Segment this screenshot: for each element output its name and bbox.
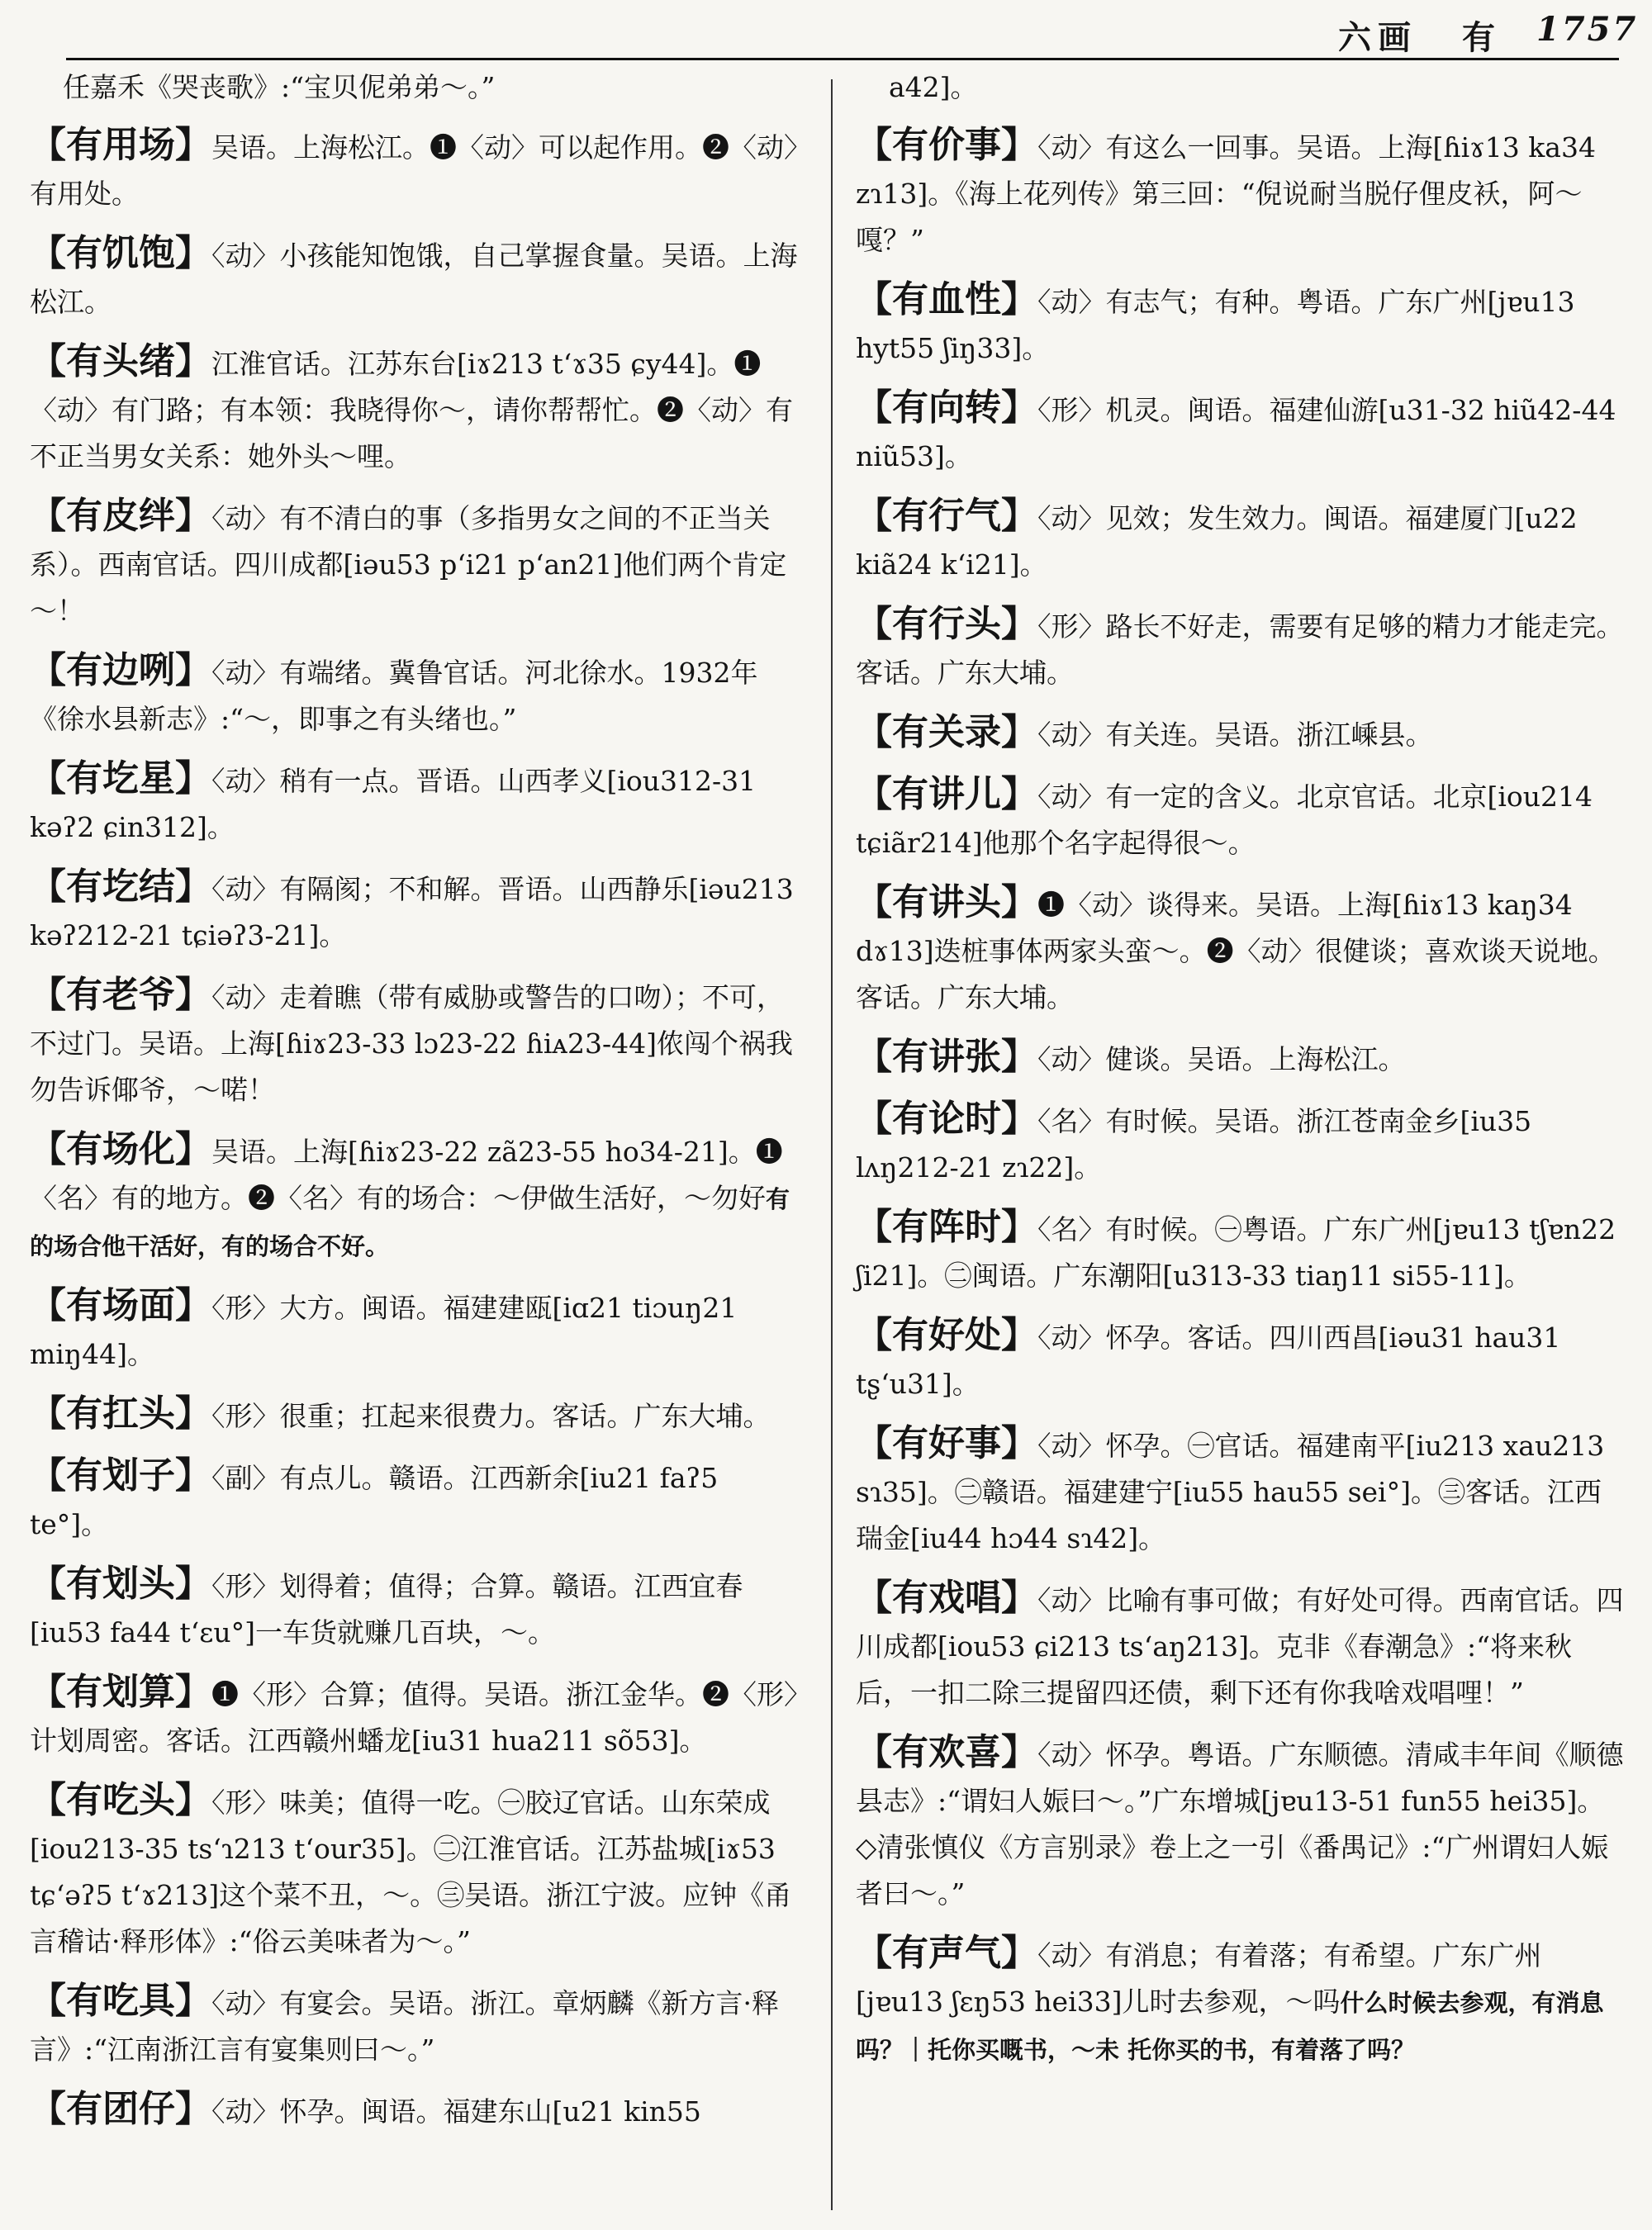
entry-definition: 〈动〉健谈。吴语。上海松江。 (1037, 1043, 1406, 1075)
column-divider (831, 79, 833, 2210)
dictionary-entry (30, 1978, 798, 2073)
entry-definition: 〈形〉机灵。闽语。福建仙游[u31-32 hiũ42-44 niũ53]。 (856, 394, 1616, 472)
entry-headword: 【 有戏唱 】 (856, 1577, 1037, 1619)
entry-headword: 【 有圪结 】 (30, 866, 211, 908)
entry-definition: 〈动〉有消息；有着落；有希望。广东广州[jɐu13 ʃɛŋ53 hei33]儿时去参观，～吗 (856, 1939, 1542, 2018)
header-rule (66, 58, 1619, 60)
entry-definition: 〈动〉小孩能知饱饿，自己掌握食量。吴语。上海松江。 (30, 240, 798, 318)
entry-definition: 〈动〉稍有一点。晋语。山西孝义[iou312-31 kəʔ2 ɕin312]。 (30, 765, 757, 843)
entry-headword: 【 有圪星 】 (30, 757, 211, 799)
right-column (856, 64, 1624, 2086)
dictionary-entry (30, 1669, 798, 1764)
entry-definition: 吴语。上海[ɦiɤ23-22 zã23-55 ho34-21]。❶〈名〉有的地方。❷〈名〉有的场合：～伊做生活好，～勿好 (30, 1136, 783, 1214)
entry-definition: 〈名〉有时候。㊀粤语。广东广州[jɐu13 tʃɐn22 ʃi21]。㊁闽语。广东潮阳[u313-33 tiaŋ11 si55-11]。 (856, 1213, 1616, 1292)
entry-definition: 〈动〉有这么一回事。吴语。上海[ɦiɤ13 ka34 zɿ13]。《海上花列传》第三回：“倪说耐当脱仔俚皮袄，阿～嘎？” (856, 131, 1596, 256)
dictionary-entry (856, 709, 1624, 758)
dictionary-entry (856, 601, 1624, 696)
header-section: 六画 (1338, 18, 1417, 57)
entry-headword: 【 有场面 】 (30, 1284, 211, 1326)
entry-definition: 吴语。上海松江。❶〈动〉可以起作用。❷〈动〉有用处。 (30, 131, 798, 210)
page-number: 1757 (1536, 10, 1639, 49)
page-header (0, 0, 1652, 58)
entry-headword: 【 有讲张 】 (856, 1036, 1037, 1078)
entry-headword: 【 有关录 】 (856, 711, 1037, 753)
entry-definition: 〈形〉很重；扛起来很费力。客话。广东大埔。 (211, 1400, 771, 1432)
entry-definition: ❶〈形〉合算；值得。吴语。浙江金华。❷〈形〉计划周密。客话。江西赣州蟠龙[iu31 hua211 sõ53]。 (30, 1678, 798, 1757)
dictionary-entry (856, 277, 1624, 372)
entry-headword: 【 有划头 】 (30, 1563, 211, 1605)
entry-definition: 〈动〉比喻有事可做；有好处可得。西南官话。四川成都[iou53 ɕi213 tsʻaŋ213]。克非《春潮急》:“将来秋后，一扣二除三提留四还债，剩下还有你我啥戏唱哩！” (856, 1584, 1624, 1709)
entry-definition: 〈形〉划得着；值得；合算。赣语。江西宜春[iu53 fa44 tʻɛu°]一车货就赚几百块，～。 (30, 1570, 743, 1649)
dictionary-entry (856, 880, 1624, 1021)
entry-definition: 江淮官话。江苏东台[iɤ213 tʻɤ35 ɕy44]。❶〈动〉有门路；有本领：我晓得你～，请你帮帮忙。❷〈动〉有不正当男女关系：她外头～哩。 (30, 348, 793, 472)
dictionary-entry (30, 230, 798, 325)
entry-headword: 【 有头绪 】 (30, 340, 211, 382)
entry-definition: 〈动〉怀孕。粤语。广东顺德。清咸丰年间《顺德县志》:“谓妇人娠曰～。”广东增城[jɐu13-51 fun55 hei35]。◇清张慎仪《方言别录》卷上之一引《番禺记》:“广州谓妇人娠者曰～。” (856, 1739, 1624, 1910)
entry-headword: 【 有好处 】 (856, 1314, 1037, 1356)
dictionary-entry (856, 1729, 1624, 1917)
dictionary-entry (30, 864, 798, 959)
dictionary-entry (30, 1127, 798, 1269)
dictionary-entry (856, 1204, 1624, 1299)
dictionary-entry (856, 1575, 1624, 1716)
dictionary-entry (30, 972, 798, 1113)
entry-definition: 〈副〉有点儿。赣语。江西新余[iu21 faʔ5 te°]。 (30, 1462, 719, 1540)
dictionary-entry (30, 339, 798, 480)
dictionary-entry (30, 493, 798, 634)
entry-headword: 【 有欢喜 】 (856, 1731, 1037, 1773)
dictionary-entry (30, 1561, 798, 1656)
entry-definition: 〈动〉有宴会。吴语。浙江。章炳麟《新方言·释言》:“江南浙江言有宴集则曰～。” (30, 1987, 779, 2066)
entry-headword: 【 有饥饱 】 (30, 232, 211, 274)
entry-headword: 【 有声气 】 (856, 1932, 1037, 1974)
dictionary-entry (30, 1777, 798, 1965)
header-character: 有 (1462, 18, 1495, 57)
dictionary-entry (30, 122, 798, 217)
entry-definition: 〈形〉路长不好走，需要有足够的精力才能走完。客话。广东大埔。 (856, 610, 1624, 689)
entry-headword: 【 有讲头 】 (856, 881, 1037, 923)
entry-definition: 〈动〉有志气；有种。粤语。广东广州[jɐu13 hyt55 ʃiŋ33]。 (856, 286, 1575, 364)
entry-headword: 【 有价事 】 (856, 124, 1037, 166)
dictionary-entry (856, 771, 1624, 866)
entry-headword: 【 有好事 】 (856, 1422, 1037, 1464)
dictionary-entry (30, 648, 798, 743)
entry-headword: 【 有老爷 】 (30, 974, 211, 1016)
entry-headword: 【 有行头 】 (856, 603, 1037, 645)
dictionary-entry (856, 493, 1624, 588)
dictionary-entry (856, 1034, 1624, 1083)
entry-gloss-note: 什么时候去参观，有消息吗？｜托你买嘅书，～未 托你买的书，有着落了吗？ (856, 1989, 1604, 2064)
entry-headword: 【 有讲儿 】 (856, 773, 1037, 815)
entry-headword: 【 有皮绊 】 (30, 495, 211, 537)
entry-definition: 〈名〉有时候。吴语。浙江苍南金乡[iu35 lʌŋ212-21 zɿ22]。 (856, 1105, 1532, 1184)
dictionary-entry (856, 1421, 1624, 1562)
entry-definition: 〈动〉怀孕。客话。四川西昌[iəu31 hau31 tʂʻu31]。 (856, 1321, 1561, 1400)
dictionary-entry (856, 1312, 1624, 1407)
entry-headword: 【 有吃头 】 (30, 1779, 211, 1821)
entry-gloss-note: 有的场合他干活好，有的场合不好。 (30, 1185, 790, 1260)
right-continuation: a42]。 (889, 71, 978, 103)
entry-definition: 〈形〉味美；值得一吃。㊀胶辽官话。山东荣成[iou213-35 tsʻɿ213 tʻour35]。㊁江淮官话。江苏盐城[iɤ53 tɕʻəʔ5 tʻɤ213]这个菜不丑，～。㊂吴语。浙江宁波。应钟《甬言稽诂·释形体》:“俗云美味者为～。” (30, 1786, 792, 1957)
entry-headword: 【 有划子 】 (30, 1454, 211, 1497)
entry-definition: 〈动〉见效；发生效力。闽语。福建厦门[u22 kiã24 kʻi21]。 (856, 502, 1578, 581)
dictionary-entry (856, 1096, 1624, 1191)
left-column (30, 64, 798, 2148)
entry-headword: 【 有用场 】 (30, 124, 211, 166)
entry-headword: 【 有向转 】 (856, 387, 1037, 429)
entry-headword: 【 有团仔 】 (30, 2088, 211, 2130)
entry-headword: 【 有论时 】 (856, 1098, 1037, 1140)
entry-definition: 〈动〉有端绪。冀鲁官话。河北徐水。1932年《徐水县新志》:“～，即事之有头绪也。” (30, 657, 758, 735)
entry-definition: 〈动〉怀孕。㊀官话。福建南平[iu213 xau213 sɿ35]。㊁赣语。福建建宁[iu55 hau55 sei°]。㊂客话。江西瑞金[iu44 hɔ44 sɿ42]。 (856, 1430, 1605, 1554)
entry-definition: 〈动〉怀孕。闽语。福建东山[u21 kin55 (211, 2095, 701, 2128)
entry-definition: 〈动〉走着瞧（带有威胁或警告的口吻）；不可，不过门。吴语。上海[ɦiɤ23-33 lɔ23-22 ɦiᴀ23-44]侬闯个祸我勿告诉倻爷，～喏！ (30, 981, 794, 1106)
entry-headword: 【 有行气 】 (856, 495, 1037, 537)
dictionary-entry (30, 1283, 798, 1378)
dictionary-entry (856, 385, 1624, 480)
left-continuation: 任嘉禾《哭丧歌》:“宝贝伲弟弟～。” (63, 71, 496, 103)
entry-definition: 〈动〉有一定的含义。北京官话。北京[iou214 tɕiãr214]他那个名字起得很～。 (856, 780, 1593, 859)
dictionary-entry (30, 756, 798, 851)
entry-definition: 〈动〉有不清白的事（多指男女之间的不正当关系）。西南官话。四川成都[iəu53 pʻi21 pʻan21]他们两个肯定～！ (30, 502, 787, 627)
entry-headword: 【 有血性 】 (856, 278, 1037, 320)
entry-headword: 【 有场化 】 (30, 1128, 211, 1170)
entry-headword: 【 有扛头 】 (30, 1393, 211, 1435)
entry-headword: 【 有吃具 】 (30, 1980, 211, 2022)
entry-definition: 〈形〉大方。闽语。福建建瓯[iɑ21 tiɔuŋ21 miŋ44]。 (30, 1292, 738, 1370)
dictionary-entry (856, 122, 1624, 263)
entry-headword: 【 有边咧 】 (30, 649, 211, 691)
entry-definition: ❶〈动〉谈得来。吴语。上海[ɦiɤ13 kaŋ34 dɤ13]迭桩事体两家头蛮～。❷〈动〉很健谈；喜欢谈天说地。客话。广东大埔。 (856, 889, 1616, 1013)
dictionary-entry (856, 1930, 1624, 2073)
entry-headword: 【 有阵时 】 (856, 1206, 1037, 1248)
entry-definition: 〈动〉有隔阂；不和解。晋语。山西静乐[iəu213 kəʔ212-21 tɕiəʔ3-21]。 (30, 873, 794, 951)
dictionary-entry (30, 1453, 798, 1548)
entry-definition: 〈动〉有关连。吴语。浙江嵊县。 (1037, 719, 1433, 751)
dictionary-entry (30, 2086, 798, 2135)
entry-headword: 【 有划算 】 (30, 1671, 211, 1713)
dictionary-entry (30, 1391, 798, 1440)
